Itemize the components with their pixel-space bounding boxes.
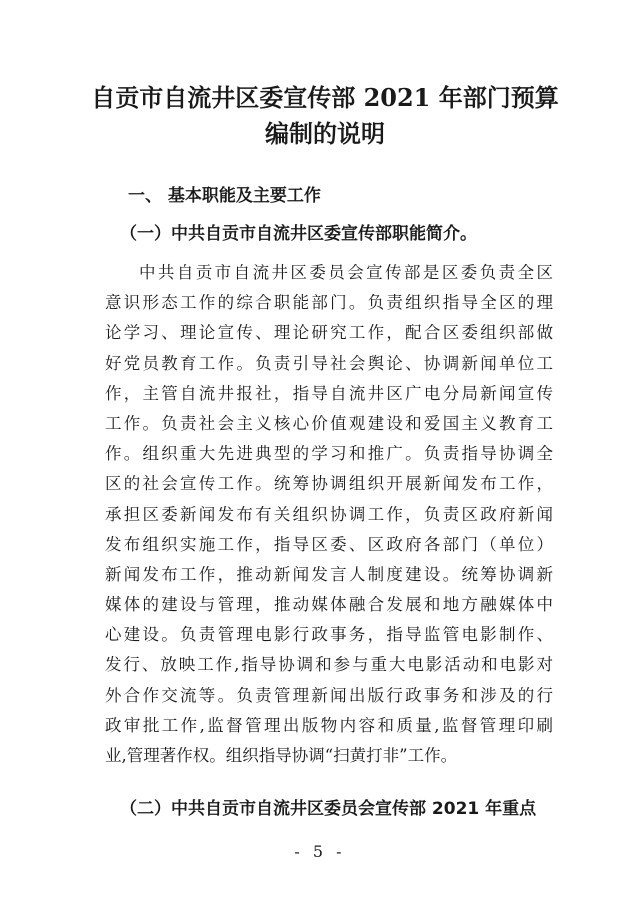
paragraph-line: 作，主管自流井报社，指导自流井区广电分局新闻宣传 bbox=[105, 383, 553, 403]
paragraph-line: 论学习、理论宣传、理论研究工作，配合区委组织部做 bbox=[105, 323, 553, 343]
paragraph-line: 心建设。负责管理电影行政事务，指导监管电影制作、 bbox=[105, 625, 553, 645]
paragraph-line: 新闻发布工作，推动新闻发言人制度建设。统筹协调新 bbox=[105, 564, 553, 584]
paragraph-line: 政审批工作,监督管理出版物内容和质量,监督管理印刷 bbox=[105, 715, 553, 735]
document-title-line-1: 自贡市自流井区委宣传部 2021 年部门预算 bbox=[91, 83, 559, 112]
paragraph-line: 媒体的建设与管理，推动媒体融合发展和地方融媒体中 bbox=[105, 595, 553, 615]
page-number: - 5 - bbox=[294, 842, 346, 861]
paragraph-line: 发布组织实施工作，指导区委、区政府各部门（单位） bbox=[105, 534, 553, 554]
function-intro-paragraph bbox=[105, 258, 553, 771]
paragraph-line: 工作。负责社会主义核心价值观建设和爱国主义教育工 bbox=[105, 413, 553, 433]
paragraph-line: 意识形态工作的综合职能部门。负责组织指导全区的理 bbox=[105, 293, 553, 313]
paragraph-line: 区的社会宣传工作。统筹协调组织开展新闻发布工作， bbox=[105, 474, 553, 494]
paragraph-line: 中共自贡市自流井区委员会宣传部是区委负责全区 bbox=[139, 263, 553, 282]
section-heading-basic-functions: 一、 基本职能及主要工作 bbox=[128, 186, 321, 206]
subsection-heading-function-intro: （一）中共自贡市自流井区委宣传部职能简介。 bbox=[120, 224, 477, 244]
paragraph-line: 承担区委新闻发布有关组织协调工作，负责区政府新闻 bbox=[105, 504, 553, 524]
paragraph-line: 业,管理著作权。组织指导协调“扫黄打非”工作。 bbox=[105, 746, 458, 765]
paragraph-line: 发行、放映工作,指导协调和参与重大电影活动和电影对 bbox=[105, 655, 553, 675]
subsection-heading-key-work-2021: （二）中共自贡市自流井区委员会宣传部 2021 年重点 bbox=[120, 799, 537, 819]
document-title-line-2: 编制的说明 bbox=[265, 119, 385, 148]
paragraph-line: 作。组织重大先进典型的学习和推广。负责指导协调全 bbox=[105, 444, 553, 464]
paragraph-line: 好党员教育工作。负责引导社会舆论、协调新闻单位工 bbox=[105, 353, 553, 373]
paragraph-line: 外合作交流等。负责管理新闻出版行政事务和涉及的行 bbox=[105, 685, 553, 705]
